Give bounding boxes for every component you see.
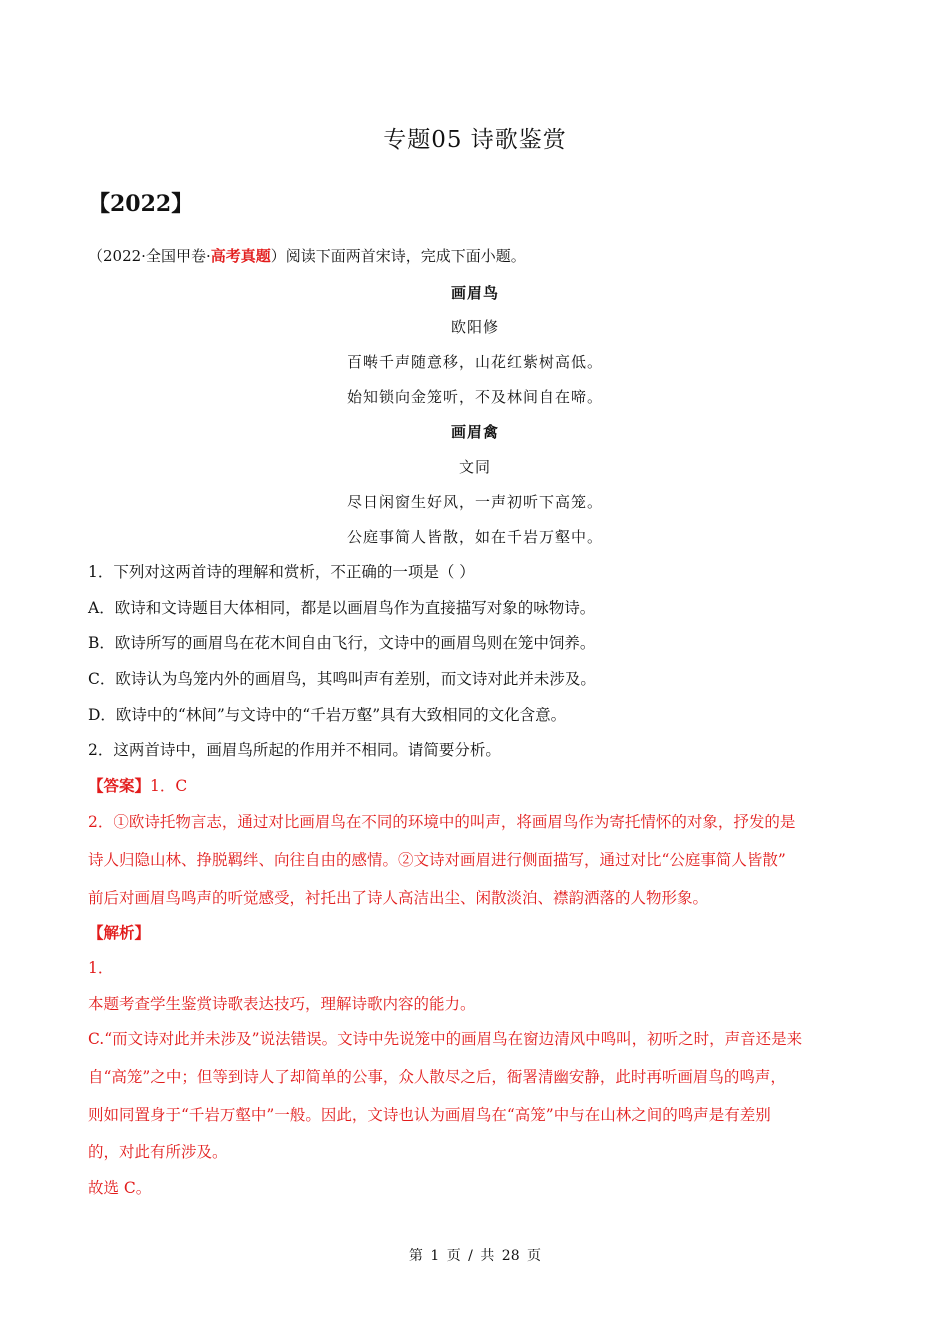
analysis-line: 的，对此有所涉及。: [88, 1143, 228, 1161]
question-source: [88, 245, 526, 267]
answer-row: [88, 775, 187, 797]
analysis-line: 本题考查学生鉴赏诗歌表达技巧，理解诗歌内容的能力。: [88, 995, 476, 1013]
poem1-line: 百啭千声随意移，山花红紫树高低。: [346, 353, 603, 371]
answer-q1: 1．C: [150, 777, 188, 795]
analysis-line: 1．: [88, 959, 114, 977]
poem2-title: 画眉禽: [450, 423, 499, 441]
question-2: 2．这两首诗中，画眉鸟所起的作用并不相同。请简要分析。: [88, 741, 501, 759]
answer-q2-line: 前后对画眉鸟鸣声的听觉感受，衬托出了诗人高洁出尘、闲散淡泊、襟韵洒落的人物形象。: [88, 889, 709, 907]
option-a: A．欧诗和文诗题目大体相同，都是以画眉鸟作为直接描写对象的咏物诗。: [88, 599, 596, 617]
option-d: D．欧诗中的“林间”与文诗中的“千岩万壑”具有大致相同的文化含意。: [88, 706, 567, 724]
poem2-line: 尽日闲窗生好风，一声初听下高笼。: [346, 493, 603, 511]
analysis-line: 则如同置身于“千岩万壑中”一般。因此，文诗也认为画眉鸟在“高笼”中与在山林之间的鸣声是有差别: [88, 1106, 771, 1124]
page-title: 专题05 诗歌鉴赏: [383, 127, 567, 153]
option-b: B．欧诗所写的画眉鸟在花木间自由飞行，文诗中的画眉鸟则在笼中饲养。: [88, 634, 596, 652]
analysis-line: 故选 C。: [88, 1179, 152, 1197]
answer-q2-line: 2．①欧诗托物言志，通过对比画眉鸟在不同的环境中的叫声，将画眉鸟作为寄托情怀的对象，抒发的是: [88, 813, 796, 831]
analysis-line: C.“而文诗对此并未涉及”说法错误。文诗中先说笼中的画眉鸟在窗边清风中鸣叫，初听之时，声音还是来: [88, 1030, 803, 1048]
poem1-author: 欧阳修: [450, 318, 499, 336]
poem2-author: 文同: [458, 458, 491, 476]
poem2-line: 公庭事简人皆散，如在千岩万壑中。: [346, 528, 603, 546]
question-1: 1．下列对这两首诗的理解和赏析，不正确的一项是（ ）: [88, 563, 475, 581]
analysis-label: 【解析】: [88, 923, 151, 942]
poem1-title: 画眉鸟: [450, 284, 499, 302]
year-heading: 【2022】: [88, 191, 194, 217]
source-highlight: 高考真题: [210, 247, 271, 265]
poem1-line: 始知锁向金笼听，不及林间自在啼。: [346, 388, 603, 406]
answer-q2-line: 诗人归隐山林、挣脱羁绊、向往自由的感情。②文诗对画眉进行侧面描写，通过对比“公庭事简人皆散”: [88, 851, 786, 869]
analysis-line: 自“高笼”之中；但等到诗人了却简单的公事，众人散尽之后，衙署清幽安静，此时再听画眉鸟的鸣声，: [88, 1068, 786, 1086]
source-suffix: ）阅读下面两首宋诗，完成下面小题。: [270, 247, 526, 265]
option-c: C．欧诗认为鸟笼内外的画眉鸟，其鸣叫声有差别，而文诗对此并未涉及。: [88, 670, 596, 688]
page-footer: 第 1 页 / 共 28 页: [408, 1248, 542, 1264]
source-prefix: （2022·全国甲卷·: [88, 247, 211, 265]
answer-label: 【答案】: [88, 776, 151, 795]
